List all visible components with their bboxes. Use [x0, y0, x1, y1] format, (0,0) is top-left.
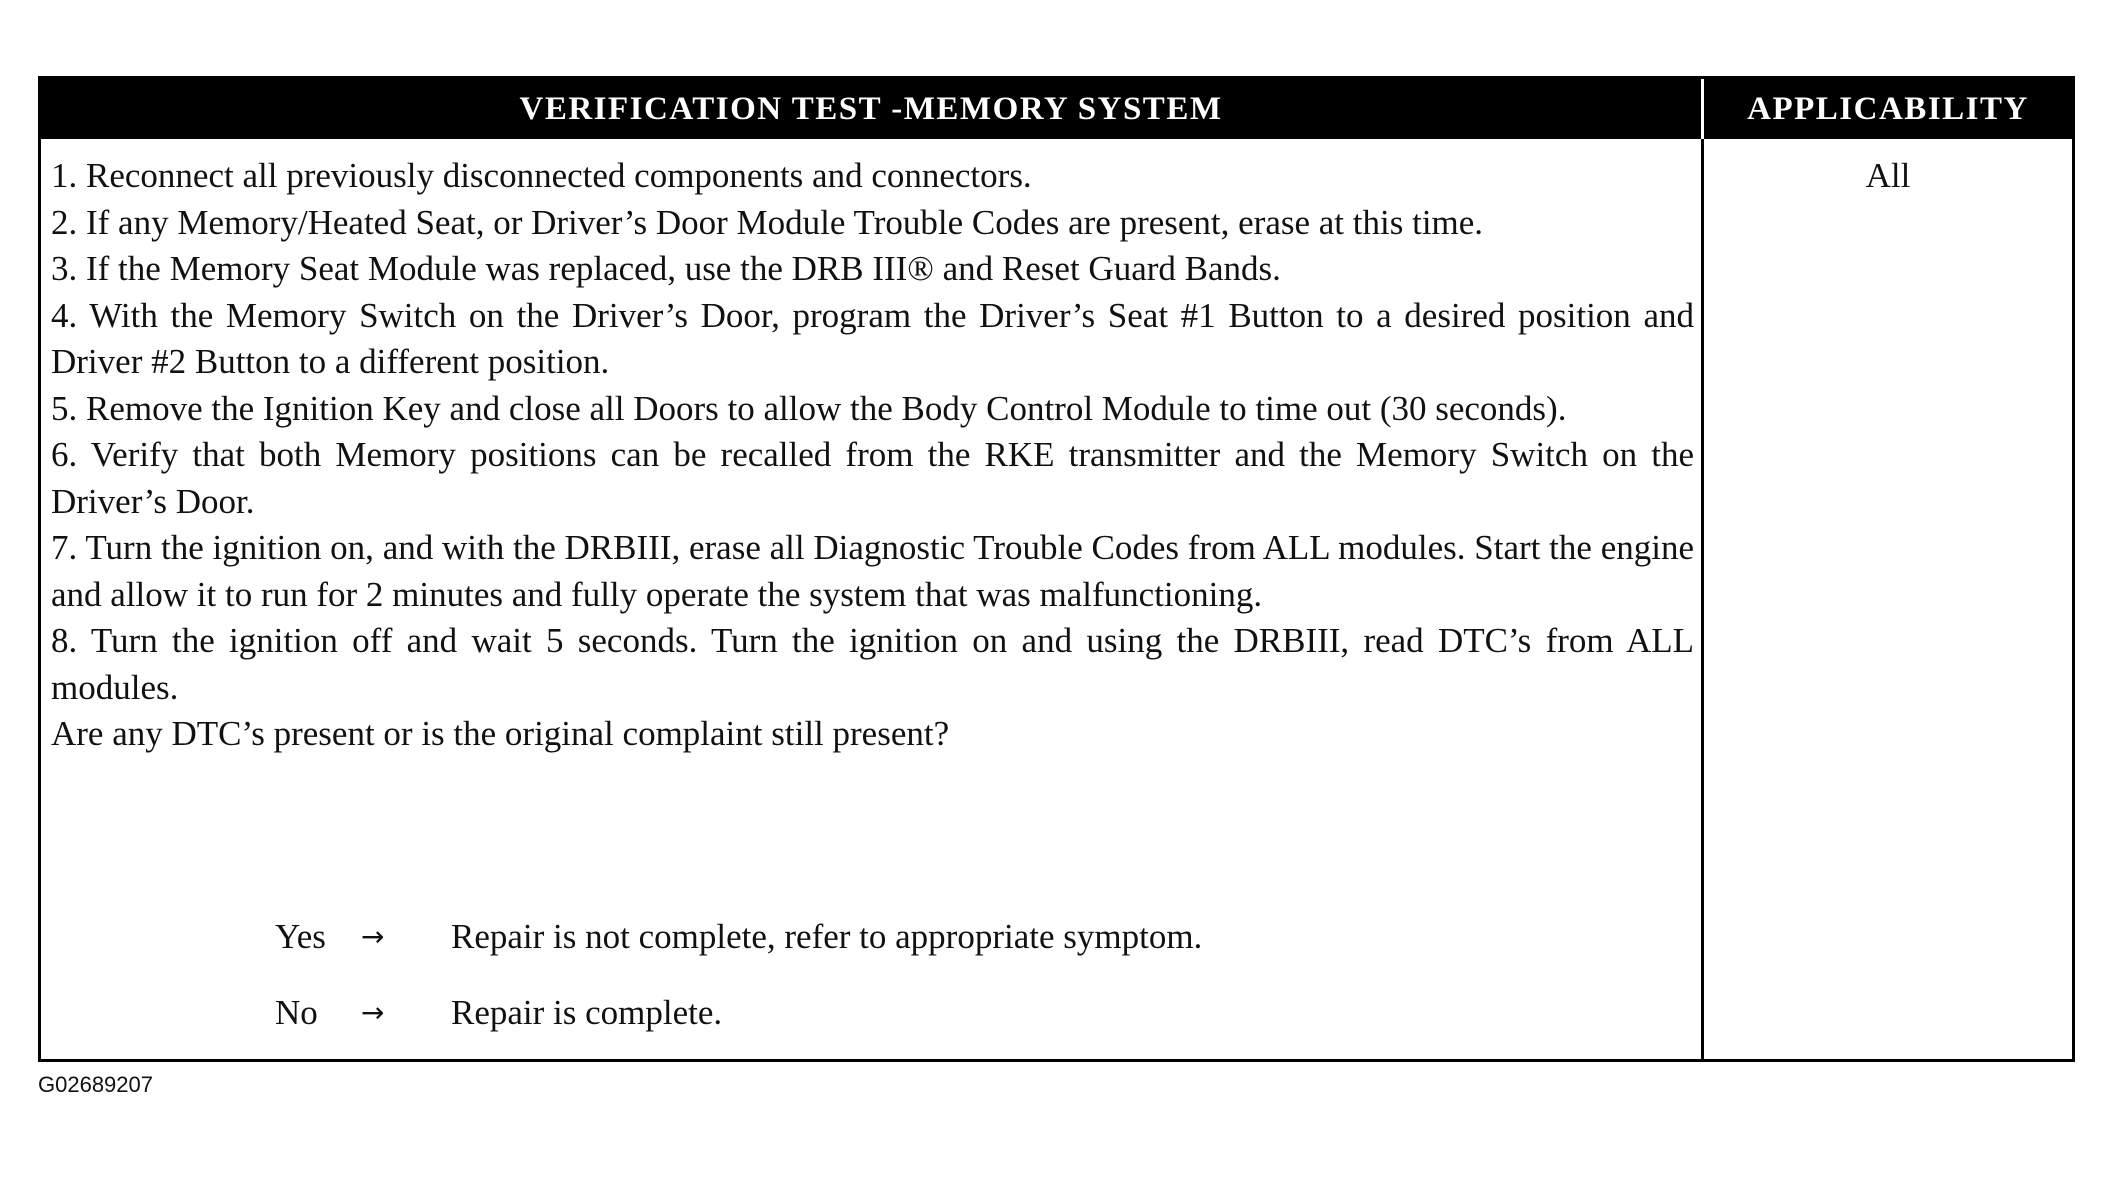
procedure-step-4: 4. With the Memory Switch on the Driver’s Door, program the Driver’s Seat #1 Button to a desired position and Driver #2 Button to a different position. [51, 295, 1694, 381]
verification-test-table [38, 76, 2075, 1062]
answer-no-label: No [275, 993, 318, 1032]
arrow-right-icon: → [361, 920, 385, 953]
column-divider [1701, 139, 1704, 1059]
procedure-steps [51, 153, 1694, 758]
table-header-row [41, 79, 2072, 139]
procedure-step-5: 5. Remove the Ignition Key and close all Doors to allow the Body Control Module to time out (30 seconds). [51, 388, 1567, 428]
arrow-right-icon: → [361, 996, 385, 1029]
table-title: VERIFICATION TEST -MEMORY SYSTEM [519, 91, 1223, 127]
verification-question: Are any DTC’s present or is the original complaint still present? [51, 714, 950, 753]
table-body-row [41, 139, 2072, 1059]
answer-yes-label: Yes [275, 917, 326, 956]
figure-id: G02689207 [38, 1072, 153, 1097]
applicability-header: APPLICABILITY [1701, 79, 2072, 139]
procedure-step-3: 3. If the Memory Seat Module was replaced, use the DRB III® and Reset Guard Bands. [51, 249, 1281, 288]
procedure-step-1: 1. Reconnect all previously disconnected components and connectors. [51, 156, 1032, 195]
procedure-step-8: 8. Turn the ignition off and wait 5 seconds. Turn the ignition on and using the DRBIII, read DTC’s from ALL modules. [51, 621, 1694, 707]
procedure-step-2: 2. If any Memory/Heated Seat, or Driver’s Door Module Trouble Codes are present, erase at this time. [51, 202, 1484, 242]
answer-no-text: Repair is complete. [451, 993, 723, 1032]
applicability-value: All [1865, 156, 1911, 195]
answer-yes-text: Repair is not complete, refer to appropriate symptom. [451, 917, 1203, 956]
procedure-step-7: 7. Turn the ignition on, and with the DRBIII, erase all Diagnostic Trouble Codes from ALL modules. Start the engine and allow it to run for 2 minutes and fully operate the system that was malfunctioning. [51, 528, 1694, 614]
procedure-step-6: 6. Verify that both Memory positions can be recalled from the RKE transmitter and the Memory Switch on the Driver’s Door. [51, 435, 1694, 521]
